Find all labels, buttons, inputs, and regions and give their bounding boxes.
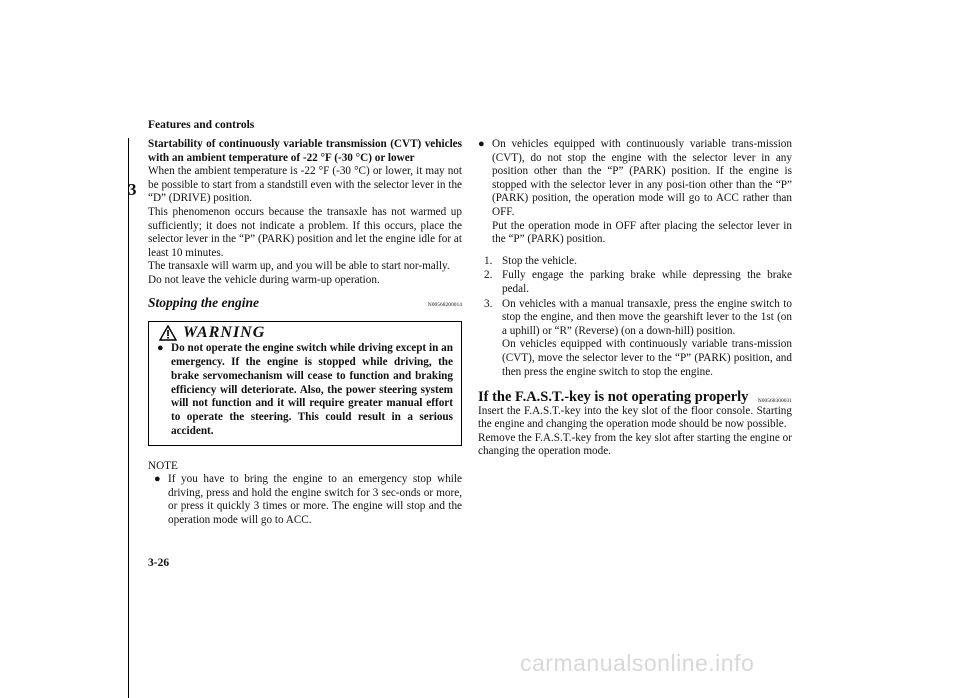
section-fast-key <box>478 391 792 405</box>
list-item <box>478 298 792 380</box>
note-bullet <box>148 473 462 527</box>
section-title: Stopping the engine <box>148 294 260 310</box>
step-number: 2. <box>484 269 493 282</box>
cvt-bullet-extra: Put the operation mode in OFF after placing the selector lever in the “P” (PARK) position. <box>492 219 792 246</box>
warning-box <box>148 321 462 446</box>
warning-header <box>149 322 461 342</box>
running-header: Features and controls <box>148 119 255 131</box>
step-number: 1. <box>484 254 493 267</box>
step-text: Stop the vehicle. <box>502 254 577 267</box>
fast-key-paragraph-1: Insert the F.A.S.T.-key into the key slot of the floor console. Starting the engine and changing the operation mode should be now possible. <box>478 404 792 431</box>
list-item <box>478 255 792 269</box>
cvt-bullet-text: On vehicles equipped with continuously variable trans-mission (CVT), do not stop the engine with the selector lever in any position other than the “P” (PARK) position. If the engine is stopped with the selector lever in any posi-tion other than the “P” (PARK) position, the operation mode will go to ACC rather than OFF. <box>492 138 792 218</box>
warning-title: WARNING <box>183 324 266 342</box>
section-code: N00568300031 <box>757 398 792 405</box>
warning-bullet-text: Do not operate the engine switch while driving except in an emergency. If the engine is stopped while driving, the brake servomechanism will cease to function and braking efficiency will deteriorate. Also, the power steering system will not function and it will require greater manual effort to operate the steering. This could result in a serious accident. <box>171 342 453 437</box>
note-label: NOTE <box>148 459 178 472</box>
step-text: Fully engage the parking brake while depressing the brake pedal. <box>502 269 792 295</box>
section-stopping-engine <box>148 296 462 310</box>
step-number: 3. <box>484 297 493 310</box>
cvt-paragraph-4: Do not leave the vehicle during warm-up operation. <box>148 273 380 286</box>
cvt-heading: Startability of continuously variable transmission (CVT) vehicles with an ambient temperature of -22 °F (-30 °C) or lower <box>148 138 462 164</box>
chapter-tab: 3 <box>128 180 137 199</box>
step-body <box>502 298 792 380</box>
right-column <box>478 138 792 459</box>
left-column <box>148 138 462 528</box>
fast-key-paragraph-2: Remove the F.A.S.T.-key from the key slot after starting the engine or changing the operation mode. <box>478 431 792 458</box>
bullet-icon: ● <box>478 138 485 150</box>
note-bullet-text: If you have to bring the engine to an emergency stop while driving, press and hold the engine switch for 3 sec-onds or more, or press it quickly 3 times or more. The engine will stop and the operation mode will go to ACC. <box>168 473 462 527</box>
warning-text <box>149 342 461 445</box>
procedure-steps <box>478 255 792 379</box>
warning-triangle-icon <box>159 325 177 341</box>
step-text: On vehicles with a manual transaxle, press the engine switch to stop the engine, and then move the gearshift lever to the 1st (on a uphill) or “R” (Reverse) (on a down-hill) position. <box>502 297 792 337</box>
cvt-paragraph-3: The transaxle will warm up, and you will be able to start nor-mally. <box>148 260 450 273</box>
list-item <box>478 269 792 296</box>
section-title: If the F.A.S.T.-key is not operating properly <box>478 389 749 406</box>
bullet-icon: ● <box>157 342 164 355</box>
section-code: N00568200014 <box>427 301 462 308</box>
step-extra-text: On vehicles equipped with continuously variable trans-mission (CVT), move the selector lever to the “P” (PARK) position, and then press the engine switch to stop the engine. <box>502 338 792 378</box>
cvt-paragraph-1: When the ambient temperature is -22 °F (-30 °C) or lower, it may not be possible to start from a standstill even with the selector lever in the “D” (DRIVE) position. <box>148 165 462 205</box>
watermark: carmanualsonline.info <box>520 650 755 676</box>
cvt-bullet-body <box>492 138 792 247</box>
page-number: 3-26 <box>148 557 170 569</box>
bullet-icon: ● <box>154 473 161 486</box>
cvt-bullet <box>478 138 792 247</box>
chapter-sidebar-rule <box>128 138 143 698</box>
cvt-paragraph-2: This phenomenon occurs because the transaxle has not warmed up sufficiently; it does not indicate a problem. If this occurs, place the selector lever in the “P” (PARK) position and let the engine idle for at least 10 minutes. <box>148 205 462 259</box>
